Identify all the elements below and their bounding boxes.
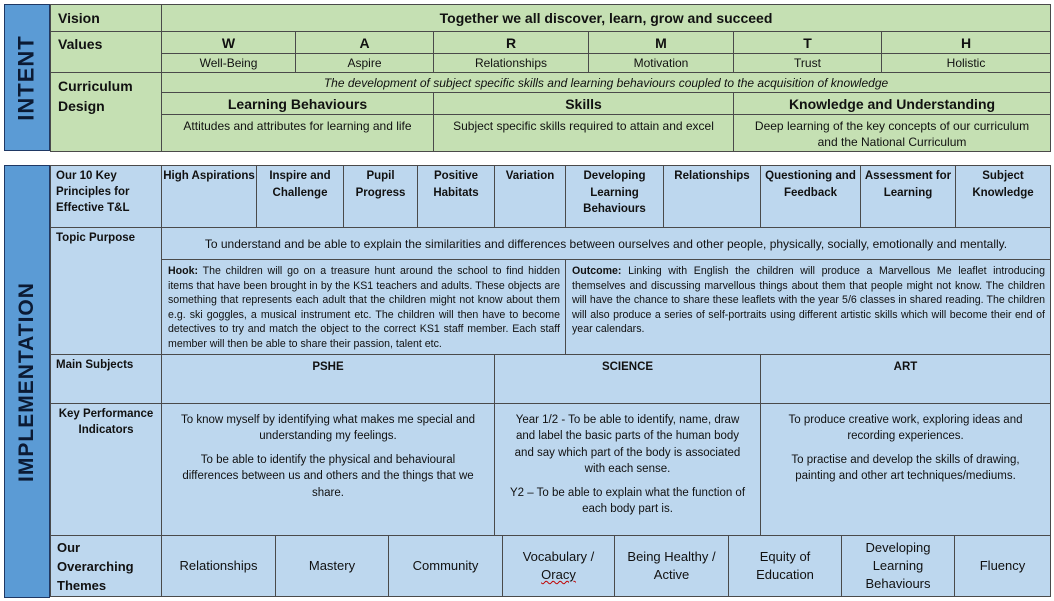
vision-row (51, 5, 1051, 32)
design-heading-knowledge: Knowledge and Understanding (734, 93, 1051, 115)
kpi-art (761, 403, 1051, 536)
principle-cell: Developing Learning Behaviours (566, 166, 664, 228)
subject-art: ART (761, 354, 1051, 403)
kpi-label: Key Performance Indicators (51, 403, 162, 536)
value-letter: T (734, 32, 882, 54)
principle-cell: Inspire and Challenge (257, 166, 344, 228)
theme-cell: Community (389, 536, 503, 597)
implementation-table (50, 165, 1051, 537)
principle-cell: Assessment for Learning (861, 166, 956, 228)
value-word: Well-Being (162, 54, 296, 73)
value-word: Motivation (589, 54, 734, 73)
design-text-skills: Subject specific skills required to attain and excel (434, 115, 734, 152)
main-subjects-row (51, 354, 1051, 403)
kpi-science (495, 403, 761, 536)
themes-table (50, 535, 1051, 597)
theme-cell: Equity of Education (729, 536, 842, 597)
kpi-art-1: To produce creative work, exploring ideas and recording experiences. (788, 413, 1023, 443)
principles-label: Our 10 Key Principles for Effective T&L (51, 166, 162, 228)
main-subjects-label: Main Subjects (51, 354, 162, 403)
themes-label (51, 536, 162, 597)
topic-purpose-label: Topic Purpose (51, 228, 162, 355)
value-word: Holistic (882, 54, 1051, 73)
themes-row (51, 536, 1051, 597)
design-heading-row (51, 93, 1051, 115)
hook-text: The children will go on a treasure hunt around the school to find hidden items that have been brought in by the KS1 teachers and adults. These objects are something that represents each adult that the children might not know about them e.g. ski goggles, a musical instrument etc. The children will then have to become detectives to try and match the object to the correct KS1 staff member. Each staff member will then be able to share their passion, talent etc. (168, 265, 560, 350)
themes-label-line-2: Overarching (57, 558, 134, 574)
value-letter: R (434, 32, 589, 54)
hook-cell (162, 260, 566, 355)
theme-cell: Mastery (276, 536, 389, 597)
value-word: Relationships (434, 54, 589, 73)
curriculum-statement-row (51, 73, 1051, 93)
values-word-row (51, 54, 1051, 73)
theme-vocabulary-line: Vocabulary / (522, 549, 595, 564)
kpi-pshe (162, 403, 495, 536)
kpi-pshe-2: To be able to identify the physical and behavioural differences between us and others and the things that we share. (182, 453, 474, 499)
themes-label-line-3: Themes (57, 577, 107, 593)
principle-cell: High Aspirations (162, 166, 257, 228)
value-letter: A (296, 32, 434, 54)
kpi-pshe-1: To know myself by identifying what makes me special and understanding my feelings. (180, 413, 476, 443)
theme-cell: Fluency (955, 536, 1051, 597)
principle-cell: Relationships (664, 166, 761, 228)
theme-cell: Relationships (162, 536, 276, 597)
principle-cell: Positive Habitats (418, 166, 495, 228)
intent-side-label (4, 4, 50, 151)
kpi-art-2: To practise and develop the skills of drawing, painting and other art techniques/mediums. (791, 453, 1020, 483)
kpi-row (51, 403, 1051, 536)
theme-cell: Being Healthy / Active (615, 536, 729, 597)
outcome-text: Linking with English the children will produce a Marvellous Me leaflet introducing themselves and discussing marvellous things about them that people might not know. The children will have the chance to share these leaflets with the year 5/6 classes in shared reading. The children will also produce a series of self-portraits using different artistic skills which will become their end of year calendars. (572, 265, 1045, 336)
values-letter-row (51, 32, 1051, 54)
implementation-side-text: IMPLEMENTATION (15, 281, 38, 482)
theme-cell-vocabulary (503, 536, 615, 597)
value-letter: H (882, 32, 1051, 54)
kpi-science-1: Year 1/2 - To be able to identify, name, draw and label the basic parts of the human body and say which part of the body is associated with each sense. (514, 413, 741, 476)
topic-purpose-text: To understand and be able to explain the similarities and differences between ourselves and other people, physically, socially, emotionally and mentally. (162, 228, 1051, 260)
principles-row (51, 166, 1051, 228)
themes-label-line-1: Our (57, 539, 81, 555)
outcome-label: Outcome: (572, 265, 622, 277)
vision-label: Vision (51, 5, 162, 32)
implementation-side-label (4, 165, 50, 598)
principle-cell: Pupil Progress (344, 166, 418, 228)
principle-cell: Variation (495, 166, 566, 228)
design-label-line: Design (58, 98, 105, 114)
theme-oracy-line: Oracy (541, 567, 576, 582)
values-label: Values (51, 32, 162, 73)
principle-cell: Questioning and Feedback (761, 166, 861, 228)
topic-purpose-row (51, 228, 1051, 260)
hook-label: Hook: (168, 265, 199, 277)
curriculum-design-label (51, 73, 162, 152)
design-heading-learning-behaviours: Learning Behaviours (162, 93, 434, 115)
theme-cell: Developing Learning Behaviours (842, 536, 955, 597)
subject-pshe: PSHE (162, 354, 495, 403)
design-text-learning-behaviours: Attitudes and attributes for learning and life (162, 115, 434, 152)
design-text-row (51, 115, 1051, 152)
kpi-science-2: Y2 – To be able to explain what the function of each body part is. (509, 486, 746, 516)
curriculum-label-line: Curriculum (58, 78, 133, 94)
outcome-cell (566, 260, 1051, 355)
principle-cell: Subject Knowledge (956, 166, 1051, 228)
value-word: Aspire (296, 54, 434, 73)
hook-outcome-row (51, 260, 1051, 355)
value-word: Trust (734, 54, 882, 73)
curriculum-statement: The development of subject specific skills and learning behaviours coupled to the acquisition of knowledge (162, 73, 1051, 93)
intent-table (50, 4, 1051, 152)
design-text-knowledge: Deep learning of the key concepts of our curriculum and the National Curriculum (734, 115, 1051, 152)
value-letter: M (589, 32, 734, 54)
subject-science: SCIENCE (495, 354, 761, 403)
design-heading-skills: Skills (434, 93, 734, 115)
vision-text: Together we all discover, learn, grow and succeed (162, 5, 1051, 32)
value-letter: W (162, 32, 296, 54)
intent-side-text: INTENT (14, 34, 40, 121)
